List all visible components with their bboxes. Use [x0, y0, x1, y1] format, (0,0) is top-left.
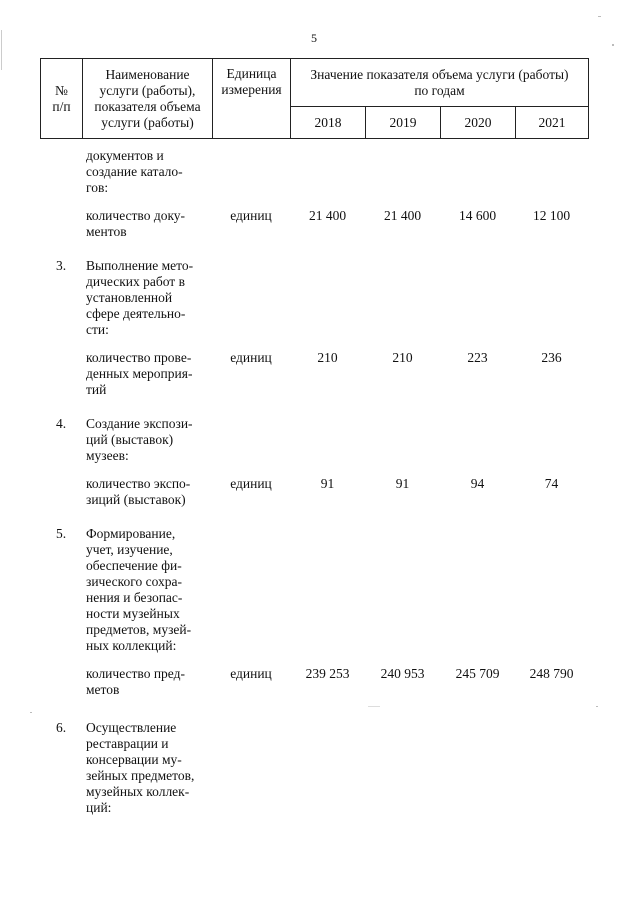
indicator-name-line: количество прове- — [86, 350, 192, 365]
section-title-line: создание катало- — [86, 164, 183, 179]
table-row — [40, 526, 588, 654]
indicator-name-line: количество пред- — [86, 666, 185, 681]
header-col-unit — [213, 59, 291, 139]
indicator-value: 239 253 — [305, 666, 350, 681]
header-year: 2020 — [441, 107, 516, 139]
section-title-line: Осуществление — [86, 720, 177, 735]
indicator-unit: единиц — [230, 476, 272, 491]
section-title-line: музеев: — [86, 448, 129, 463]
header-col-name — [83, 59, 213, 139]
scan-speck — [612, 44, 614, 46]
table-row — [40, 720, 588, 816]
table-row — [40, 148, 588, 196]
indicator-name-line: зиций (выставок) — [86, 492, 186, 507]
section-title-line: дических работ в — [86, 274, 185, 289]
scan-speck — [598, 16, 601, 17]
header-col-name-line: услуги (работы) — [101, 114, 194, 130]
indicator-name — [82, 476, 212, 508]
header-year: 2019 — [366, 107, 441, 139]
header-col-value-line: по годам — [414, 82, 465, 98]
header-col-number — [41, 59, 83, 139]
section-title-line: музейных коллек- — [86, 784, 190, 799]
indicator-value: 240 953 — [380, 666, 425, 681]
section-number: 5. — [55, 526, 67, 541]
section-title-line: реставрации и — [86, 736, 169, 751]
indicator-value: 21 400 — [308, 208, 347, 223]
section-title — [82, 148, 212, 196]
indicator-value: 94 — [470, 476, 485, 491]
section-number: 3. — [55, 258, 67, 273]
indicator-value: 245 709 — [455, 666, 500, 681]
indicator-value: 91 — [395, 476, 410, 491]
indicator-value: 210 — [392, 350, 413, 365]
header-col-unit-line: измерения — [221, 82, 282, 97]
section-title-line: предметов, музей- — [86, 622, 192, 637]
header-col-name-line: Наименование — [105, 66, 190, 82]
scan-speck — [1, 30, 2, 70]
indicator-name-line: количество доку- — [86, 208, 186, 223]
scan-speck — [596, 706, 598, 707]
table-row — [40, 416, 588, 464]
section-title — [82, 258, 212, 338]
section-title-line: зического сохра- — [86, 574, 183, 589]
section-title-line: Выполнение мето- — [86, 258, 194, 273]
section-title-line: ций: — [86, 800, 112, 815]
indicator-value: 74 — [544, 476, 559, 491]
section-title — [82, 526, 212, 654]
scan-speck — [368, 706, 380, 707]
indicator-value: 21 400 — [383, 208, 422, 223]
indicator-unit: единиц — [230, 208, 272, 223]
indicator-value: 12 100 — [532, 208, 571, 223]
section-title-line: сфере деятельно- — [86, 306, 186, 321]
table-row — [40, 476, 588, 508]
indicator-name-line: ментов — [86, 224, 127, 239]
indicator-unit: единиц — [230, 666, 272, 681]
section-number: 4. — [55, 416, 67, 431]
table-row — [40, 208, 588, 240]
indicator-name — [82, 208, 212, 240]
section-number: 6. — [55, 720, 67, 735]
scan-speck — [30, 712, 32, 713]
header-year: 2021 — [516, 107, 589, 139]
section-title-line: Формирование, — [86, 526, 176, 541]
indicator-value: 236 — [541, 350, 562, 365]
section-title-line: зейных предметов, — [86, 768, 195, 783]
page-number: 5 — [311, 31, 317, 45]
indicator-name — [82, 666, 212, 698]
indicator-value: 91 — [320, 476, 335, 491]
indicator-value: 248 790 — [529, 666, 574, 681]
indicator-name-line: метов — [86, 682, 120, 697]
table-header — [40, 58, 589, 139]
table-body — [40, 148, 588, 816]
section-title-line: сти: — [86, 322, 109, 337]
table-row — [40, 350, 588, 398]
section-title-line: ных коллекций: — [86, 638, 177, 653]
header-col-number-line: п/п — [52, 98, 71, 114]
section-title-line: нения и безопас- — [86, 590, 183, 605]
section-title-line: учет, изучение, — [86, 542, 173, 557]
header-col-number-line: № — [55, 82, 68, 98]
indicator-name-line: денных мероприя- — [86, 366, 193, 381]
indicator-value: 210 — [317, 350, 338, 365]
header-col-name-line: показателя объема — [94, 98, 201, 114]
section-title-line: установленной — [86, 290, 173, 305]
header-year: 2018 — [291, 107, 366, 139]
section-title-line: консервации му- — [86, 752, 182, 767]
header-col-unit-line: Единица — [226, 66, 277, 81]
section-title-line: документов и — [86, 148, 164, 163]
section-title — [82, 720, 212, 816]
section-title-line: гов: — [86, 180, 109, 195]
header-col-value-line: Значение показателя объема услуги (работы) — [310, 66, 569, 82]
section-title-line: ций (выставок) — [86, 432, 174, 447]
indicator-unit: единиц — [230, 350, 272, 365]
header-col-value — [291, 59, 589, 107]
indicator-name — [82, 350, 212, 398]
indicator-name-line: количество экспо- — [86, 476, 191, 491]
table-row — [40, 258, 588, 338]
section-title-line: ности музейных — [86, 606, 180, 621]
section-title-line: Создание экспози- — [86, 416, 193, 431]
section-title — [82, 416, 212, 464]
indicator-name-line: тий — [86, 382, 107, 397]
header-col-name-line: услуги (работы), — [99, 82, 196, 98]
indicator-value: 223 — [467, 350, 488, 365]
section-title-line: обеспечение фи- — [86, 558, 182, 573]
indicator-value: 14 600 — [458, 208, 497, 223]
table-row — [40, 666, 588, 698]
